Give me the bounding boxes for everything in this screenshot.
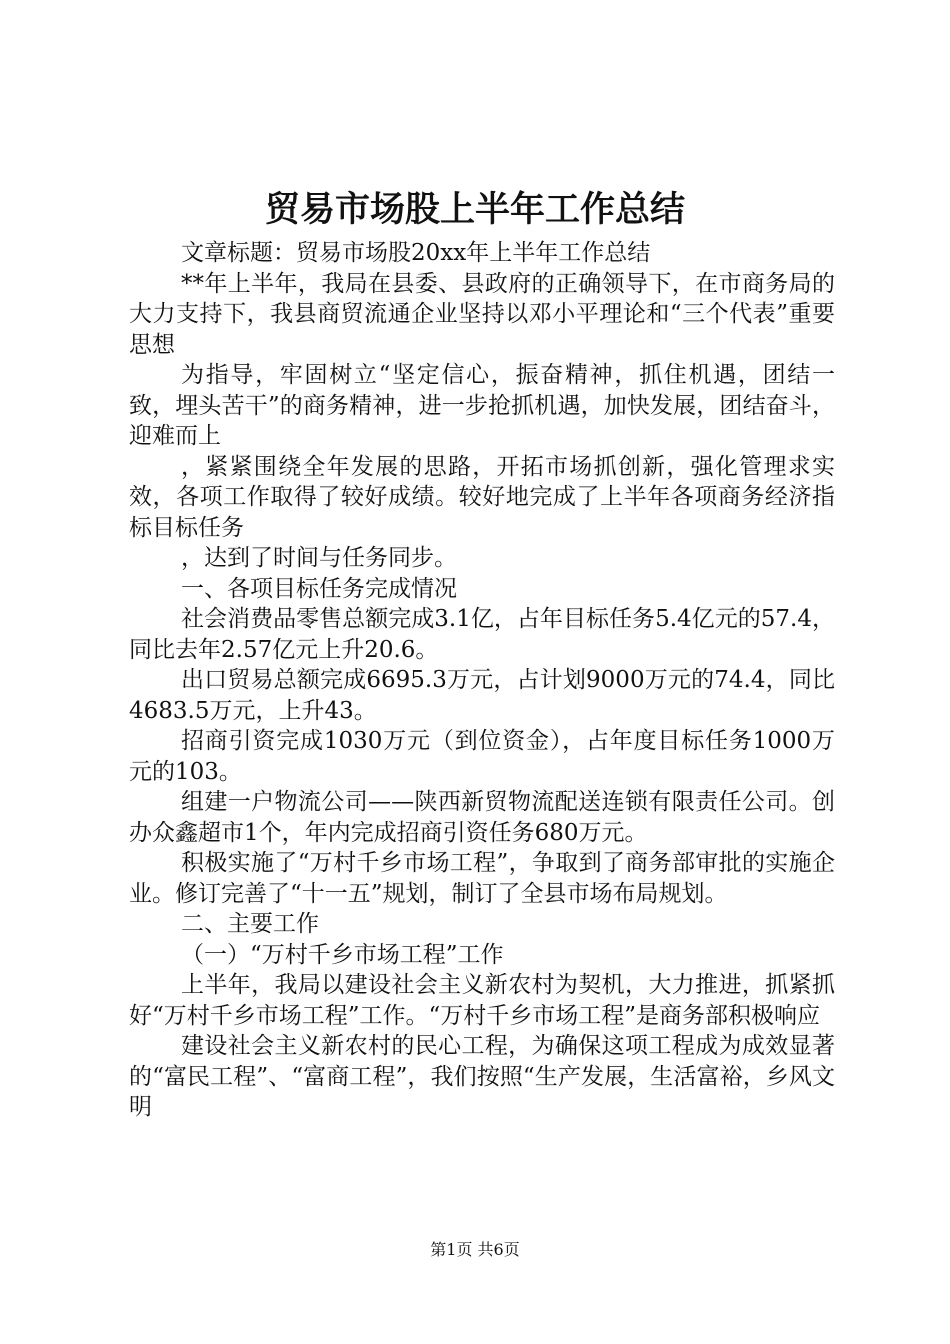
document-title: 贸易市场股上半年工作总结	[264, 189, 685, 230]
paragraph-first-half: 上半年，我局以建设社会主义新农村为契机，大力推进，抓紧抓好“万村千乡市场工程”工作。“万村千乡市场工程”是商务部积极响应	[129, 972, 835, 1029]
subsection-heading-project: （一）“万村千乡市场工程”工作	[181, 941, 504, 968]
page-number-footer: 第1页 共6页	[430, 1240, 520, 1259]
paragraph-intro: **年上半年，我局在县委、县政府的正确领导下，在市商务局的大力支持下，我县商贸流通企业坚持以邓小平理论和“三个代表”重要思想	[129, 270, 835, 358]
paragraph-retail: 社会消费品零售总额完成3.1亿，占年目标任务5.4亿元的57.4，同比去年2.57亿元上升20.6。	[129, 606, 835, 663]
paragraph-market-project: 积极实施了“万村千乡市场工程”，争取到了商务部审批的实施企业。修订完善了“十一五”规划，制订了全县市场布局规划。	[129, 850, 835, 907]
paragraph-logistics: 组建一户物流公司——陕西新贸物流配送连锁有限责任公司。创办众鑫超市1个，年内完成招商引资任务680万元。	[129, 789, 835, 846]
paragraph-rural: 建设社会主义新农村的民心工程，为确保这项工程成为成效显著的“富民工程”、“富商工程”，我们按照“生产发展，生活富裕，乡风文明	[129, 1033, 835, 1120]
paragraph-investment: 招商引资完成1030万元（到位资金），占年度目标任务1000万元的103。	[129, 728, 835, 785]
section-heading-targets: 一、各项目标任务完成情况	[181, 575, 457, 602]
paragraph-results: ，紧紧围绕全年发展的思路，开拓市场抓创新，强化管理求实效，各项工作取得了较好成绩。较好地完成了上半年各项商务经济指标目标任务	[129, 453, 835, 541]
paragraph-guidance: 为指导，牢固树立“坚定信心，振奋精神，抓住机遇，团结一致，埋头苦干”的商务精神，进一步抢抓机遇，加快发展，团结奋斗，迎难而上	[129, 362, 835, 449]
document-body	[129, 238, 835, 1123]
paragraph-sync: ，达到了时间与任务同步。	[181, 545, 457, 571]
section-heading-main-work: 二、主要工作	[181, 911, 319, 937]
paragraph-export: 出口贸易总额完成6695.3万元，占计划9000万元的74.4，同比4683.5万元，上升43。	[129, 667, 835, 724]
article-heading-line: 文章标题：贸易市场股20xx年上半年工作总结	[181, 240, 651, 266]
